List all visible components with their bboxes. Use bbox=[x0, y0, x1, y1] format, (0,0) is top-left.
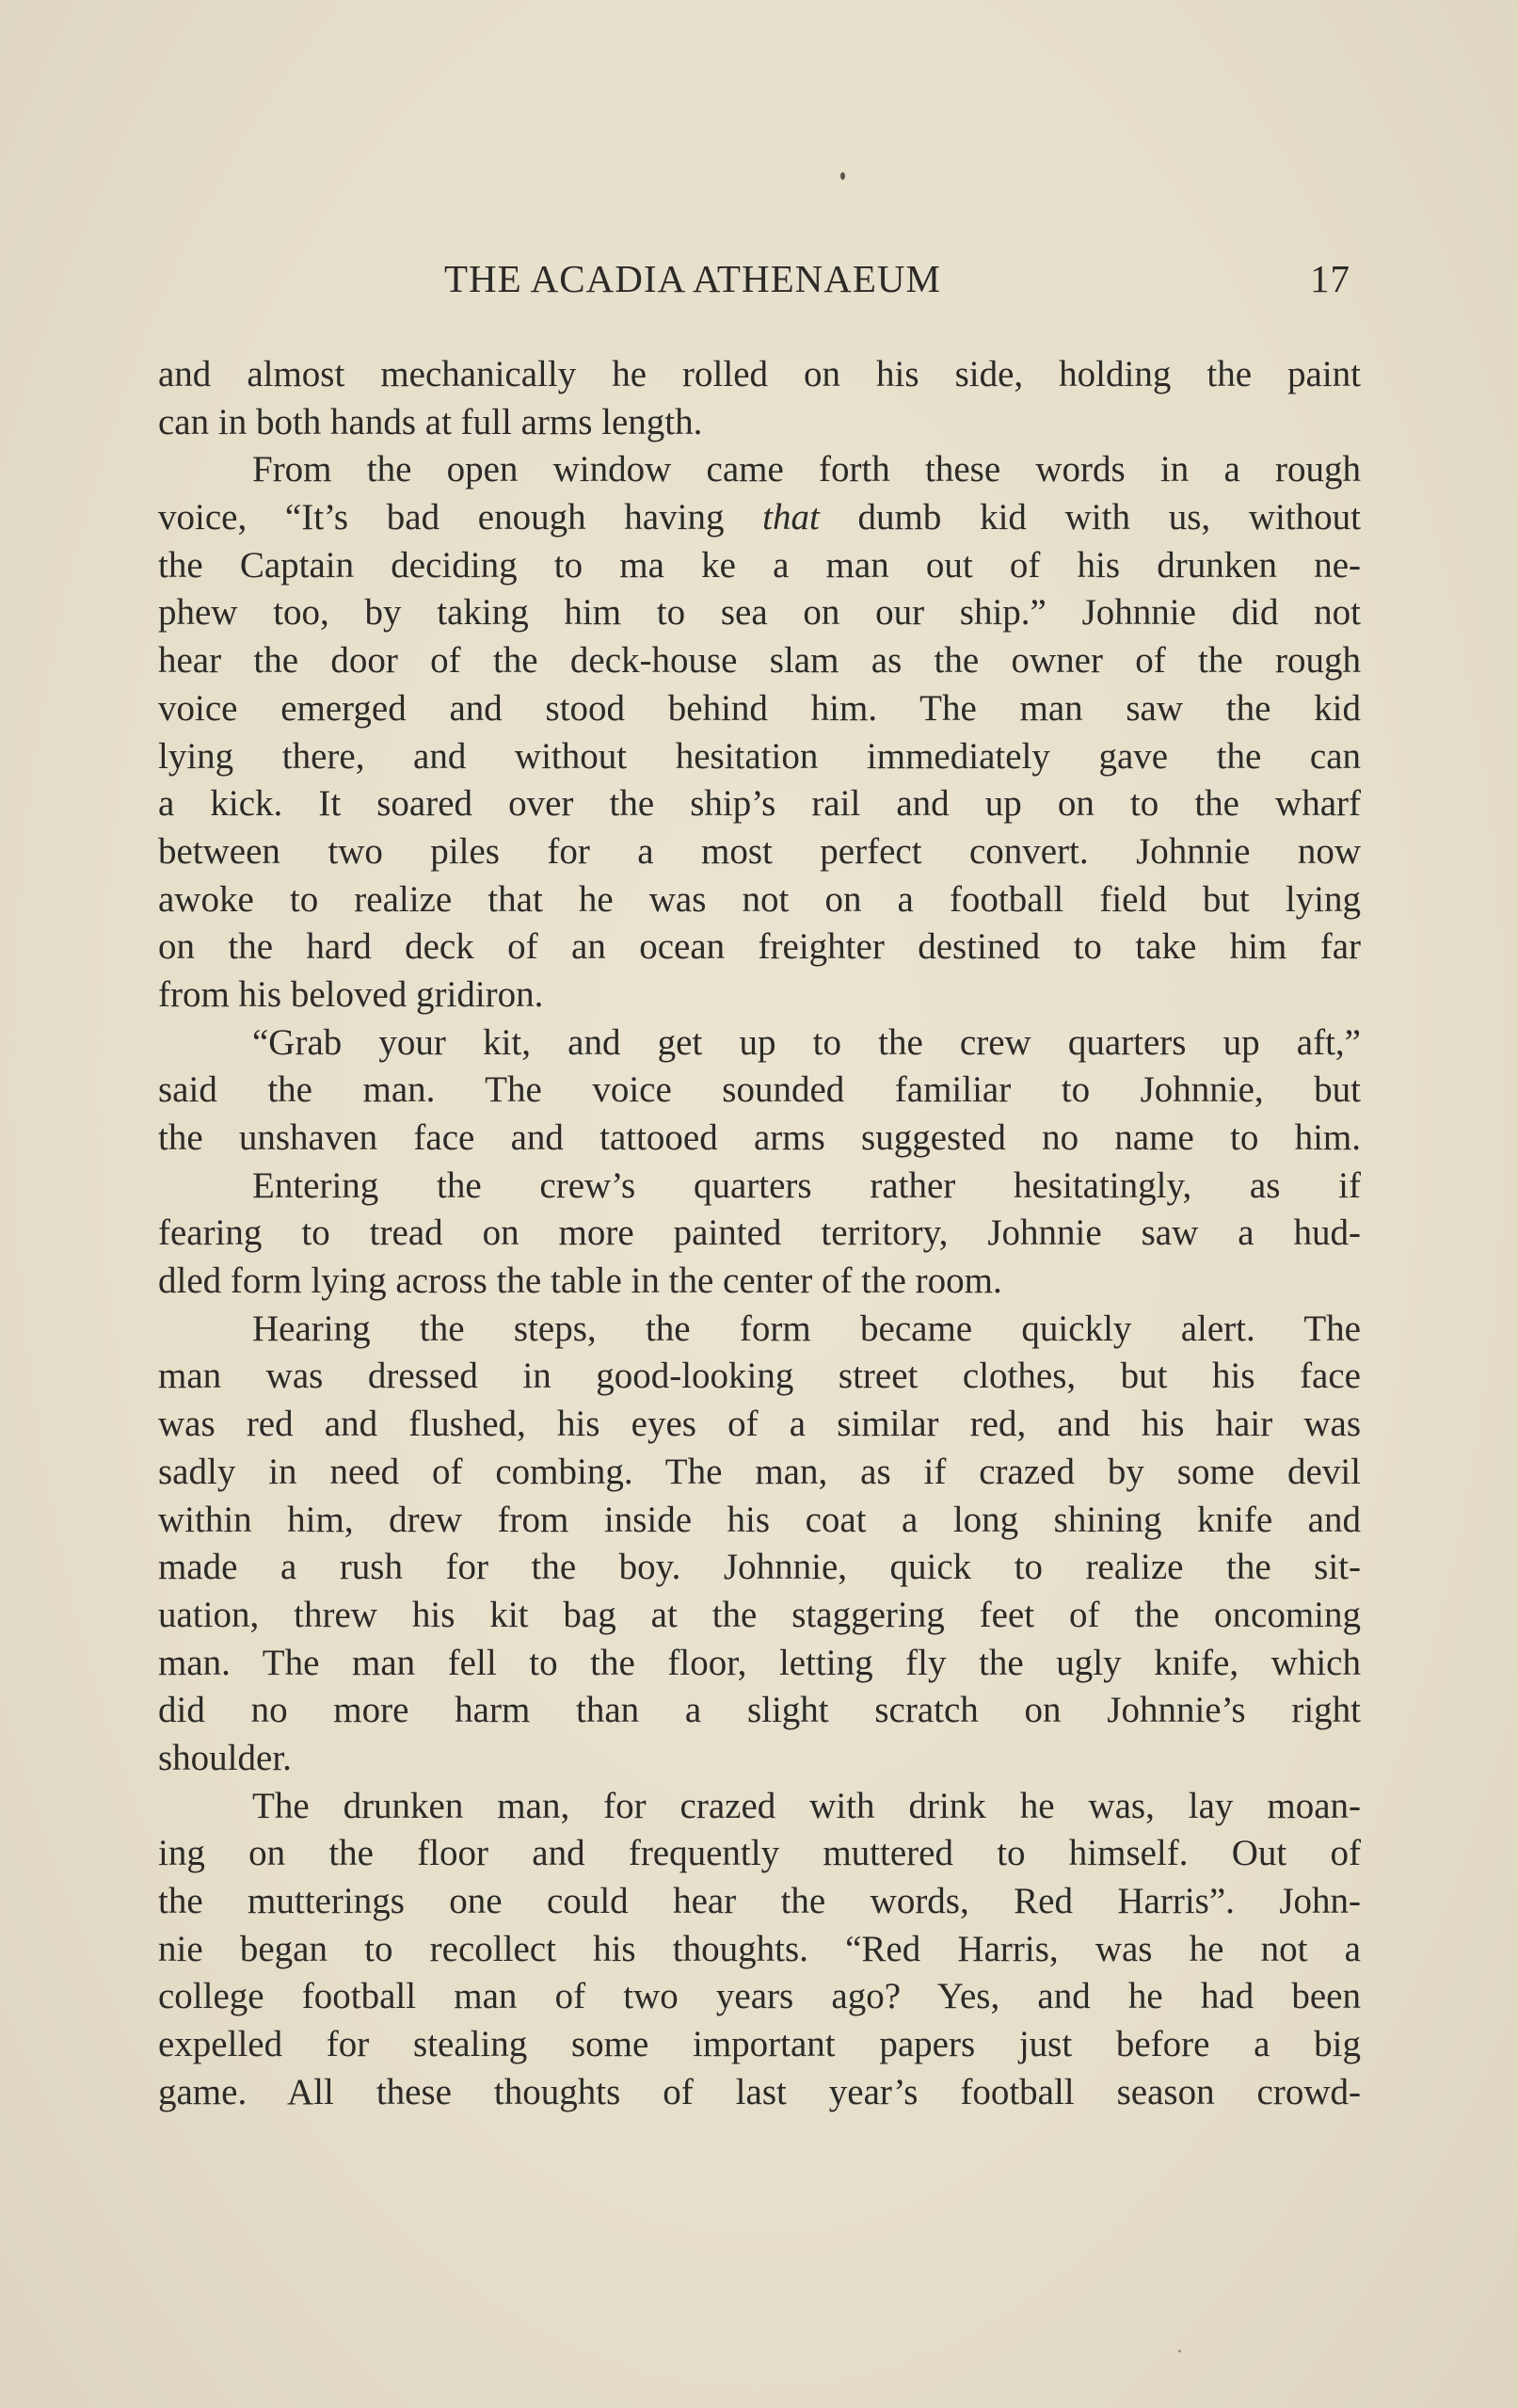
text-line: “Grab your kit, and get up to the crew quarters up aft,” bbox=[252, 1021, 1361, 1063]
text-line: said the man. The voice sounded familiar to Johnnie, but bbox=[158, 1069, 1361, 1111]
text-line: voice, “It’s bad enough having that dumb kid with us, without bbox=[158, 497, 1361, 538]
page-number: 17 bbox=[1310, 257, 1350, 300]
text-line: can in both hands at full arms length. bbox=[158, 401, 703, 442]
text-line: man was dressed in good-looking street clothes, but his face bbox=[158, 1356, 1361, 1397]
text-line: lying there, and without hesitation immediately gave the can bbox=[158, 735, 1361, 777]
text-line: did no more harm than a slight scratch on Johnnie’s right bbox=[158, 1690, 1361, 1731]
text-line: Hearing the steps, the form became quickly alert. The bbox=[252, 1308, 1361, 1349]
paper-mark bbox=[1178, 2350, 1181, 2352]
text-line: awoke to realize that he was not on a football field but lying bbox=[158, 878, 1361, 920]
text-line: Entering the crew’s quarters rather hesitatingly, as if bbox=[252, 1164, 1361, 1206]
text-line: phew too, by taking him to sea on our ship.” Johnnie did not bbox=[158, 592, 1361, 634]
text-line: uation, threw his kit bag at the staggering feet of the oncoming bbox=[158, 1594, 1361, 1635]
text-line: voice emerged and stood behind him. The man saw the kid bbox=[158, 687, 1361, 729]
text-line: The drunken man, for crazed with drink he was, lay moan- bbox=[252, 1785, 1361, 1826]
text-line: nie began to recollect his thoughts. “Red Harris, was he not a bbox=[158, 1928, 1361, 1969]
text-line: shoulder. bbox=[158, 1737, 292, 1778]
journal-title: THE ACADIA ATHENAEUM bbox=[444, 257, 941, 300]
text-line: within him, drew from inside his coat a long shining knife and bbox=[158, 1499, 1361, 1540]
text-line: game. All these thoughts of last year’s football season crowd- bbox=[158, 2071, 1361, 2112]
text-line: the Captain deciding to ma ke a man out of his drunken ne- bbox=[158, 544, 1361, 586]
text-line: was red and flushed, his eyes of a similar red, and his hair was bbox=[158, 1404, 1361, 1445]
body-text bbox=[158, 351, 1361, 2116]
text-line: from his beloved gridiron. bbox=[158, 973, 544, 1015]
text-line: expelled for stealing some important papers just before a big bbox=[158, 2024, 1361, 2065]
text-line: dled form lying across the table in the center of the room. bbox=[158, 1260, 1002, 1302]
text-line: between two piles for a most perfect convert. Johnnie now bbox=[158, 830, 1361, 872]
text-line: hear the door of the deck-house slam as the owner of the rough bbox=[158, 640, 1361, 682]
text-line: the mutterings one could hear the words, Red Harris”. John- bbox=[158, 1881, 1361, 1921]
text-line: sadly in need of combing. The man, as if crazed by some devil bbox=[158, 1451, 1361, 1492]
text-line: on the hard deck of an ocean freighter destined to take him far bbox=[158, 926, 1361, 968]
text-line: From the open window came forth these words in a rough bbox=[252, 449, 1361, 490]
text-line: the unshaven face and tattooed arms suggested no name to him. bbox=[158, 1117, 1361, 1158]
text-line: ing on the floor and frequently muttered to himself. Out of bbox=[158, 1833, 1361, 1874]
text-line: made a rush for the boy. Johnnie, quick to realize the sit- bbox=[158, 1547, 1361, 1588]
emphasized-word: that bbox=[762, 497, 820, 538]
text-line: a kick. It soared over the ship’s rail and up on to the wharf bbox=[158, 783, 1361, 825]
text-line: college football man of two years ago? Yes, and he had been bbox=[158, 1976, 1361, 2017]
text-line: man. The man fell to the floor, letting fly the ugly knife, which bbox=[158, 1642, 1361, 1683]
text-line: fearing to tread on more painted territory, Johnnie saw a hud- bbox=[158, 1212, 1361, 1254]
running-header bbox=[0, 256, 1518, 309]
text-line: and almost mechanically he rolled on his side, holding the paint bbox=[158, 354, 1361, 394]
ink-speck bbox=[840, 172, 845, 180]
